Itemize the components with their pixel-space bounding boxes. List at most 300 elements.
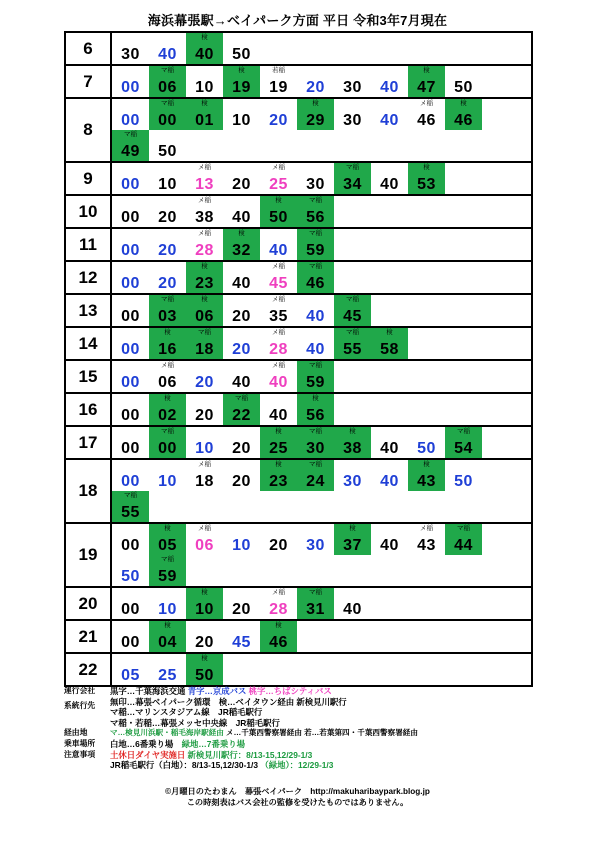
departure-cell (260, 361, 297, 392)
hour-label: 11 (66, 229, 112, 260)
departure-cell (297, 328, 334, 359)
departure-minute: 56 (306, 407, 325, 424)
hour-label: 22 (66, 654, 112, 685)
departure-minute: 20 (232, 440, 251, 457)
departures (112, 654, 531, 685)
route-mark: 検 (275, 428, 282, 435)
departure-cell (408, 524, 445, 555)
hour-label: 6 (66, 33, 112, 64)
departure-cell (149, 654, 186, 685)
departure-minute: 30 (306, 537, 325, 554)
departure-cell (149, 524, 186, 555)
departure-minute: 50 (158, 143, 177, 160)
departure-minute: 00 (121, 79, 140, 96)
departure-cell (223, 262, 260, 293)
hour-label: 20 (66, 588, 112, 619)
departure-minute: 18 (195, 341, 214, 358)
departure-minute: 40 (232, 209, 251, 226)
hour-label: 15 (66, 361, 112, 392)
departure-cell (149, 130, 186, 161)
departure-minute: 50 (454, 473, 473, 490)
departure-cell (297, 427, 334, 458)
departure-cell (112, 491, 149, 522)
departure-cell (260, 588, 297, 619)
notice-legend (64, 750, 534, 761)
departure-minute: 10 (158, 473, 177, 490)
departure-cell (223, 328, 260, 359)
route-mark: 検 (201, 34, 208, 41)
departure-cell (112, 196, 149, 227)
departure-minute: 46 (454, 112, 473, 129)
route-mark: 検 (386, 329, 393, 336)
departure-cell (371, 460, 408, 491)
departure-cell (260, 295, 297, 326)
operator-blue: 青字…京成バス (187, 686, 247, 696)
departure-minute: 05 (158, 537, 177, 554)
hour-row (66, 97, 531, 161)
departure-cell (186, 654, 223, 685)
departure-cell (149, 99, 186, 130)
route-mark: マ稲 (235, 395, 248, 402)
departure-minute: 00 (158, 112, 177, 129)
notice-jr: JR稲毛駅行（白地）：8/13-15,12/30-1/3 (110, 760, 259, 771)
departure-minute: 10 (195, 79, 214, 96)
departure-minute: 56 (306, 209, 325, 226)
route-mark: 検 (423, 164, 430, 171)
departure-cell (149, 361, 186, 392)
departure-minute: 20 (158, 209, 177, 226)
departure-cell (260, 99, 297, 130)
route-mark: 検 (201, 655, 208, 662)
route-line-1: 無印…幕張ベイパーク循環 検…ベイタウン経由 新検見川駅行 (110, 696, 347, 707)
departure-minute: 20 (232, 308, 251, 325)
route-mark: マ稲 (309, 197, 322, 204)
route-mark: 検 (164, 525, 171, 532)
departure-minute: 00 (121, 176, 140, 193)
departure-minute: 00 (121, 112, 140, 129)
departure-minute: 20 (195, 634, 214, 651)
departure-cell (408, 163, 445, 194)
departure-minute: 54 (454, 440, 473, 457)
departure-cell (223, 621, 260, 652)
departure-minute: 40 (306, 308, 325, 325)
departure-cell (149, 427, 186, 458)
notice-red: 土休日ダイヤ実施日 (110, 749, 186, 760)
departure-minute: 46 (306, 275, 325, 292)
departure-cell (297, 524, 334, 555)
departure-cell (112, 361, 149, 392)
departure-minute: 45 (269, 275, 288, 292)
departure-cell (223, 588, 260, 619)
hour-label: 19 (66, 524, 112, 586)
departure-minute: 40 (343, 601, 362, 618)
departure-cell (186, 427, 223, 458)
departure-minute: 00 (121, 209, 140, 226)
departure-minute: 10 (232, 537, 251, 554)
departure-minute: 00 (121, 275, 140, 292)
departure-minute: 06 (158, 374, 177, 391)
hour-row (66, 619, 531, 652)
legend-notes (64, 686, 534, 771)
departure-minute: 24 (306, 473, 325, 490)
departure-minute: 45 (232, 634, 251, 651)
route-mark: メ稲 (272, 589, 285, 596)
route-mark: メ稲 (272, 329, 285, 336)
departure-minute: 10 (232, 112, 251, 129)
departure-cell (334, 427, 371, 458)
operator-black: 黒字…千葉海浜交通 (110, 686, 186, 696)
notice-green: 新検見川駅行：8/13-15,12/29-1/3 (187, 749, 313, 760)
departure-minute: 05 (121, 667, 140, 684)
departure-cell (371, 427, 408, 458)
hour-label: 16 (66, 394, 112, 425)
departure-minute: 20 (195, 374, 214, 391)
departures (112, 295, 531, 326)
departure-minute: 46 (417, 112, 436, 129)
departure-minute: 31 (306, 601, 325, 618)
route-mark: マ稲 (309, 362, 322, 369)
departure-minute: 40 (380, 79, 399, 96)
departure-cell (149, 555, 186, 586)
route-mark: 検 (460, 100, 467, 107)
departure-cell (112, 99, 149, 130)
departure-cell (371, 328, 408, 359)
route-mark: メ稲 (198, 164, 211, 171)
departure-minute: 40 (195, 46, 214, 63)
route-mark: メ稲 (272, 164, 285, 171)
route-mark: 検 (201, 263, 208, 270)
departures (112, 361, 531, 392)
departure-minute: 28 (195, 242, 214, 259)
departure-cell (223, 229, 260, 260)
departure-cell (186, 361, 223, 392)
departure-minute: 16 (158, 341, 177, 358)
hour-label: 21 (66, 621, 112, 652)
departure-cell (186, 460, 223, 491)
departure-cell (112, 588, 149, 619)
departure-minute: 25 (269, 440, 288, 457)
route-mark: マ稲 (161, 67, 174, 74)
departure-minute: 40 (158, 46, 177, 63)
departure-cell (149, 229, 186, 260)
departure-cell (186, 621, 223, 652)
departure-minute: 00 (121, 242, 140, 259)
departures (112, 163, 531, 194)
departure-cell (112, 66, 149, 97)
departure-cell (297, 229, 334, 260)
departure-minute: 38 (195, 209, 214, 226)
departures (112, 99, 531, 161)
departure-minute: 00 (121, 407, 140, 424)
departure-minute: 20 (269, 537, 288, 554)
departure-minute: 50 (232, 46, 251, 63)
departure-cell (112, 524, 149, 555)
departure-cell (445, 460, 482, 491)
route-mark: 検 (238, 230, 245, 237)
departure-cell (297, 394, 334, 425)
route-mark: マ稲 (161, 428, 174, 435)
route-mark: メ稲 (272, 362, 285, 369)
departure-cell (260, 262, 297, 293)
departure-cell (260, 328, 297, 359)
route-mark: マ稲 (457, 428, 470, 435)
departure-minute: 20 (232, 176, 251, 193)
departures (112, 588, 531, 619)
via-green: マ…検見川浜駅・稲毛海岸駅経由 (110, 728, 224, 738)
hour-label: 9 (66, 163, 112, 194)
route-mark: メ稲 (272, 263, 285, 270)
departure-cell (186, 99, 223, 130)
route-label: 系統行先 (64, 700, 96, 710)
departure-minute: 20 (232, 473, 251, 490)
departure-minute: 06 (195, 308, 214, 325)
page-title: 海浜幕張駅→ベイパーク方面 平日 令和3年7月現在 (147, 13, 448, 28)
departure-cell (223, 524, 260, 555)
route-mark: マ稲 (346, 329, 359, 336)
hour-row (66, 522, 531, 586)
departure-cell (297, 262, 334, 293)
departure-cell (149, 621, 186, 652)
departure-minute: 44 (454, 537, 473, 554)
route-mark: 検 (201, 100, 208, 107)
hour-label: 12 (66, 262, 112, 293)
departure-minute: 43 (417, 537, 436, 554)
route-mark: 検 (164, 622, 171, 629)
departure-cell (186, 33, 223, 64)
departure-cell (297, 196, 334, 227)
departure-minute: 20 (158, 242, 177, 259)
departure-cell (112, 229, 149, 260)
departure-cell (186, 588, 223, 619)
departure-minute: 47 (417, 79, 436, 96)
hour-label: 8 (66, 99, 112, 161)
route-line-3: マ稲・若稲…幕張メッセ中央線 JR稲毛駅行 (110, 717, 280, 728)
departure-minute: 30 (306, 176, 325, 193)
departure-cell (371, 99, 408, 130)
departure-minute: 01 (195, 112, 214, 129)
notice-line-2 (64, 760, 534, 771)
departure-cell (223, 394, 260, 425)
departure-cell (408, 99, 445, 130)
departures (112, 262, 531, 293)
route-mark: 検 (201, 296, 208, 303)
departure-cell (408, 460, 445, 491)
stop-white: 白地…6番乗り場 (110, 738, 182, 749)
route-mark: マ稲 (198, 329, 211, 336)
departure-cell (149, 328, 186, 359)
disclaimer: この時刻表はバス会社の監修を受けたものではありません。 (186, 798, 409, 807)
departure-cell (149, 66, 186, 97)
route-mark: メ稲 (161, 362, 174, 369)
departure-minute: 40 (232, 275, 251, 292)
departure-cell (334, 295, 371, 326)
departure-cell (112, 163, 149, 194)
route-mark: 検 (201, 589, 208, 596)
route-mark: 検 (423, 67, 430, 74)
route-mark: メ稲 (198, 525, 211, 532)
route-mark: マ稲 (309, 428, 322, 435)
departure-minute: 00 (121, 601, 140, 618)
route-mark: 検 (275, 461, 282, 468)
departure-minute: 30 (343, 112, 362, 129)
departure-minute: 25 (158, 667, 177, 684)
route-mark: 検 (238, 67, 245, 74)
departure-minute: 10 (195, 440, 214, 457)
departure-minute: 28 (269, 601, 288, 618)
departure-minute: 40 (306, 341, 325, 358)
hour-label: 14 (66, 328, 112, 359)
via-label: 経由地 (64, 728, 88, 738)
departure-minute: 58 (380, 341, 399, 358)
hour-row (66, 359, 531, 392)
departure-cell (223, 196, 260, 227)
departure-minute: 00 (158, 440, 177, 457)
route-mark: 若稲 (272, 67, 285, 74)
hour-label: 7 (66, 66, 112, 97)
route-mark: マ稲 (124, 131, 137, 138)
departure-minute: 50 (121, 568, 140, 585)
departure-minute: 40 (380, 537, 399, 554)
departure-minute: 50 (269, 209, 288, 226)
departure-cell (297, 163, 334, 194)
departures (112, 328, 531, 359)
hour-row (66, 194, 531, 227)
departure-minute: 46 (269, 634, 288, 651)
hour-label: 13 (66, 295, 112, 326)
departure-minute: 30 (343, 79, 362, 96)
hour-row (66, 586, 531, 619)
departure-minute: 00 (121, 440, 140, 457)
departure-cell (297, 66, 334, 97)
departures (112, 196, 531, 227)
departure-minute: 19 (269, 79, 288, 96)
departure-cell (149, 163, 186, 194)
hour-row (66, 161, 531, 194)
departure-cell (334, 163, 371, 194)
departure-minute: 59 (306, 374, 325, 391)
departure-minute: 06 (195, 537, 214, 554)
departure-minute: 10 (158, 601, 177, 618)
route-mark: マ稲 (309, 230, 322, 237)
departure-cell (186, 229, 223, 260)
departure-cell (371, 163, 408, 194)
departure-minute: 40 (380, 473, 399, 490)
departure-minute: 37 (343, 537, 362, 554)
departure-minute: 04 (158, 634, 177, 651)
departure-cell (112, 328, 149, 359)
departure-cell (445, 66, 482, 97)
departures (112, 524, 531, 586)
departure-minute: 55 (121, 504, 140, 521)
departure-cell (186, 328, 223, 359)
route-mark: 検 (312, 100, 319, 107)
departure-minute: 03 (158, 308, 177, 325)
departure-minute: 35 (269, 308, 288, 325)
departure-minute: 43 (417, 473, 436, 490)
departure-cell (260, 427, 297, 458)
hour-row (66, 425, 531, 458)
departure-cell (112, 460, 149, 491)
route-mark: 検 (164, 395, 171, 402)
departure-minute: 00 (121, 634, 140, 651)
departure-cell (223, 66, 260, 97)
departures (112, 229, 531, 260)
hour-row (66, 293, 531, 326)
departure-cell (260, 66, 297, 97)
route-mark: 検 (312, 395, 319, 402)
departures (112, 460, 531, 522)
departure-minute: 59 (158, 568, 177, 585)
departure-cell (186, 394, 223, 425)
departure-minute: 40 (380, 112, 399, 129)
route-mark: マ稲 (309, 461, 322, 468)
departure-minute: 10 (195, 601, 214, 618)
departure-cell (149, 33, 186, 64)
hour-row (66, 392, 531, 425)
stop-green: 緑地…7番乗り場 (181, 738, 245, 749)
departure-cell (149, 460, 186, 491)
departure-cell (112, 130, 149, 161)
departure-cell (149, 588, 186, 619)
departure-minute: 38 (343, 440, 362, 457)
notice-label: 注意事項 (64, 749, 96, 759)
departure-cell (149, 295, 186, 326)
departure-minute: 25 (269, 176, 288, 193)
departure-minute: 28 (269, 341, 288, 358)
hour-row (66, 458, 531, 522)
departure-cell (223, 33, 260, 64)
route-mark: 検 (349, 525, 356, 532)
departure-minute: 00 (121, 308, 140, 325)
departure-cell (334, 524, 371, 555)
departure-cell (223, 99, 260, 130)
departure-cell (297, 99, 334, 130)
departure-minute: 20 (158, 275, 177, 292)
route-mark: マ稲 (346, 296, 359, 303)
notice-jr-green: （緑地）：12/29-1/3 (260, 760, 334, 771)
hour-row (66, 260, 531, 293)
route-mark: マ稲 (161, 556, 174, 563)
departure-cell (223, 163, 260, 194)
timetable (64, 31, 533, 687)
route-mark: 検 (275, 197, 282, 204)
departure-minute: 34 (343, 176, 362, 193)
departure-minute: 20 (306, 79, 325, 96)
departure-cell (371, 66, 408, 97)
departure-cell (297, 295, 334, 326)
departure-minute: 40 (269, 242, 288, 259)
departure-cell (371, 524, 408, 555)
departure-minute: 32 (232, 242, 251, 259)
route-mark: マ稲 (161, 296, 174, 303)
departure-minute: 55 (343, 341, 362, 358)
departure-minute: 50 (417, 440, 436, 457)
departure-minute: 20 (232, 341, 251, 358)
stop-legend (64, 739, 534, 750)
departure-minute: 45 (343, 308, 362, 325)
hour-label: 10 (66, 196, 112, 227)
route-mark: マ稲 (457, 525, 470, 532)
departure-minute: 20 (269, 112, 288, 129)
departure-cell (445, 524, 482, 555)
departure-cell (408, 66, 445, 97)
departure-cell (334, 460, 371, 491)
departure-cell (297, 460, 334, 491)
departure-minute: 23 (195, 275, 214, 292)
route-mark: メ稲 (198, 461, 211, 468)
route-mark: マ稲 (161, 100, 174, 107)
departures (112, 621, 531, 652)
